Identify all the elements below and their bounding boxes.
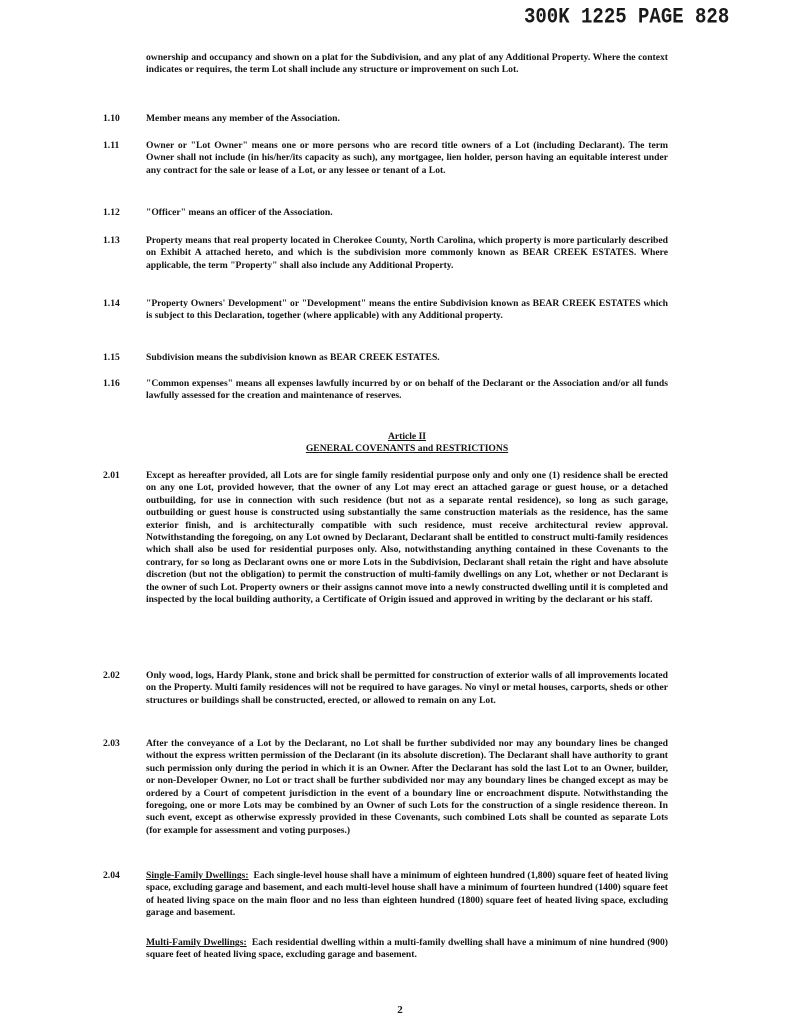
section-number: 1.11	[103, 140, 120, 151]
subsection-text: Each residential dwelling within a multi-family dwelling shall have a minimum of nine hundred (900) square feet of heated living space, excluding garage and basement.	[146, 937, 668, 961]
subsection-heading: Single-Family Dwellings:	[146, 870, 249, 881]
article-heading	[146, 431, 668, 456]
definition-paragraph: "Officer" means an officer of the Association.	[146, 207, 333, 218]
section-number: 1.14	[103, 298, 120, 309]
section-number: 1.16	[103, 378, 120, 389]
covenant-paragraph	[146, 937, 668, 962]
covenant-paragraph: After the conveyance of a Lot by the Declarant, no Lot shall be further subdivided nor may any boundary lines be changed without the express written permission of the Declarant (in its absolute discretion). The Declarant shall have authority to grant such permission only during the period in which it is an Owner. After the Declarant has sold the last Lot to an Owner, builder, or non-Developer Owner, no Lot or tract shall be further subdivided nor may any boundary lines be changed except as may be ordered by a Court of competent jurisdiction in the event of a boundary line or encroachment dispute. Notwithstanding the foregoing, one or more Lots may be combined by an Owner of such Lots for the construction of a single residence thereon. In such event, except as otherwise expressly provided in these Covenants, such combined Lots shall be counted as separate Lots (for example for assessment and voting purposes.)	[146, 738, 668, 836]
book-page-stamp: 300K 1225 PAGE 828	[524, 4, 730, 30]
section-number: 2.01	[103, 470, 120, 481]
definition-paragraph: "Property Owners' Development" or "Development" means the entire Subdivision known as BEAR CREEK ESTATES which is subject to this Declaration, together (where applicable) with any Additional property.	[146, 298, 668, 322]
definition-paragraph: "Common expenses" means all expenses lawfully incurred by or on behalf of the Declarant or the Association and/or all funds lawfully assessed for the creation and maintenance of reserves.	[146, 378, 668, 402]
covenant-paragraph	[146, 870, 668, 920]
definition-paragraph: Owner or "Lot Owner" means one or more persons who are record title owners of a Lot (including Declarant). The term Owner shall not include (in his/her/its capacity as such), any mortgagee, lien holder, person having an equitable interest under any contract for the sale or lease of a Lot, or any lessee or tenant of a Lot.	[146, 140, 668, 176]
page-number: 2	[397, 1004, 403, 1016]
section-number: 1.13	[103, 235, 120, 246]
section-number: 2.02	[103, 670, 120, 681]
subsection-heading: Multi-Family Dwellings:	[146, 937, 247, 948]
section-number: 2.04	[103, 870, 120, 881]
section-number: 1.12	[103, 207, 120, 218]
section-number: 1.15	[103, 352, 120, 363]
intro-paragraph: ownership and occupancy and shown on a plat for the Subdivision, and any plat of any Additional Property. Where the context indicates or requires, the term Lot shall include any structure or improvement on such Lot.	[146, 52, 668, 76]
subsection-text: Each single-level house shall have a minimum of eighteen hundred (1,800) square feet of heated living space, excluding garage and basement, and each multi-level house shall have a minimum of fourteen hundred (1400) square feet of heated living space on the main floor and no less than eighteen hundred (1800) square feet of heated living space, excluding garage and basement.	[146, 870, 668, 919]
article-title: GENERAL COVENANTS and RESTRICTIONS	[305, 443, 509, 455]
covenant-paragraph: Except as hereafter provided, all Lots are for single family residential purpose only and only one (1) residence shall be erected on any one Lot, provided however, that the owner of any Lot may erect an attached garage or guest house, or a detached outbuilding, for use in connection with such residence (but not as a separate rental residence), so long as such garage, outbuilding or guest house is constructed using substantially the same construction materials as the residence, has the same exterior finish, and is architecturally compatible with such residence, must receive architectural review approval. Notwithstanding the foregoing, on any Lot owned by Declarant, Declarant shall be entitled to construct multi-family residences which shall also be used for residential purposes only. Also, notwithstanding anything contained in these Covenants to the contrary, for so long as Declarant owns one or more Lots in the Subdivision, Declarant shall retain the right and have absolute discretion (but not the obligation) to permit the construction of multi-family dwellings on any Lot, whether or not Declarant is the owner of such Lot. Property owners or their assigns cannot move into a newly constructed dwelling until it is completed and inspected by the local building authority, a Certificate of Origin issued and approved in writing by the declarant or his staff.	[146, 470, 668, 606]
article-number: Article II	[387, 431, 427, 442]
section-number: 2.03	[103, 738, 120, 749]
section-number: 1.10	[103, 113, 120, 124]
definition-paragraph: Member means any member of the Association.	[146, 113, 340, 124]
definition-paragraph: Subdivision means the subdivision known as BEAR CREEK ESTATES.	[146, 352, 440, 363]
definition-paragraph: Property means that real property located in Cherokee County, North Carolina, which property is more particularly described on Exhibit A attached hereto, and which is the subdivision more commonly known as BEAR CREEK ESTATES. Where applicable, the term "Property" shall also include any Additional Property.	[146, 235, 668, 271]
covenant-paragraph: Only wood, logs, Hardy Plank, stone and brick shall be permitted for construction of exterior walls of all improvements located on the Property. Multi family residences will not be required to have garages. No vinyl or metal houses, carports, sheds or other structures or buildings shall be constructed, erected, or allowed to remain on any Lot.	[146, 670, 668, 706]
